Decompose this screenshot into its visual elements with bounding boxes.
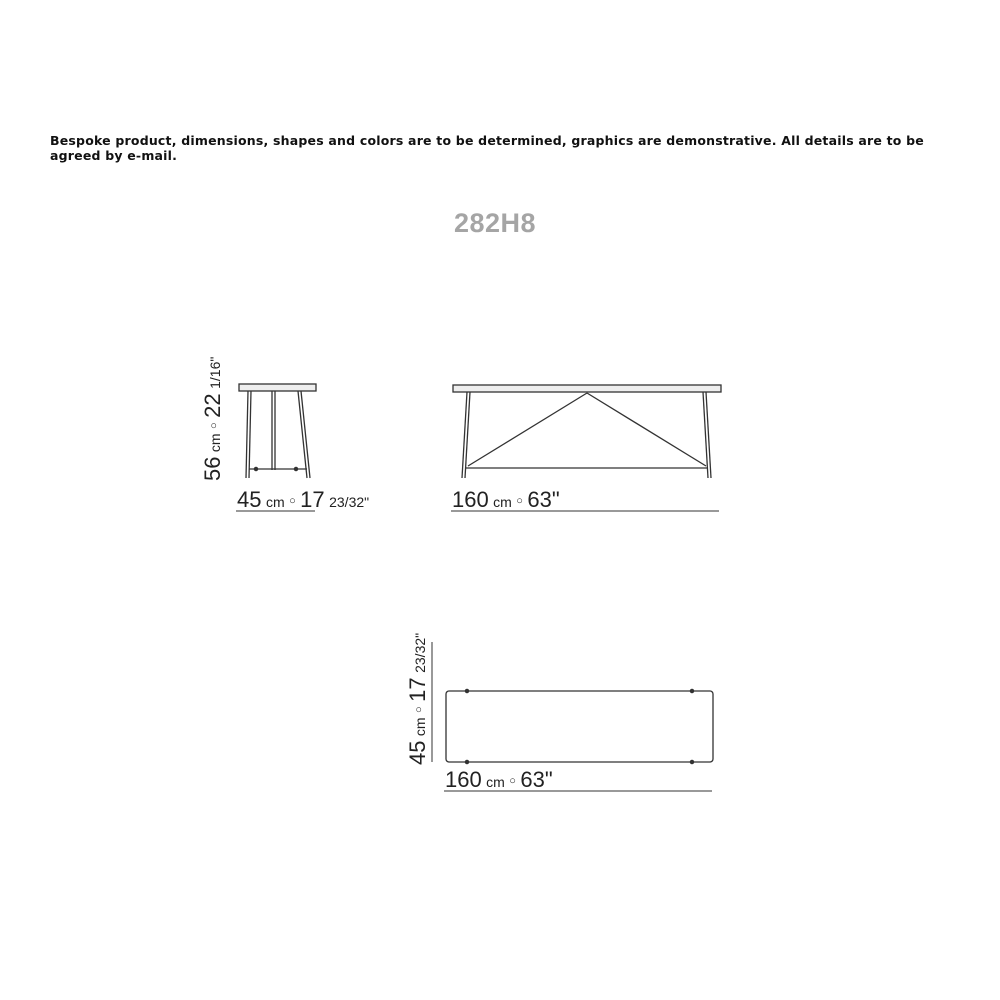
top-width-cm-unit: cm — [486, 774, 505, 790]
front-view-brace-right — [587, 393, 706, 466]
top-depth-cm-value: 45 — [405, 740, 430, 765]
front-view-top — [453, 385, 721, 392]
separator-icon: ○ — [509, 775, 516, 787]
side-view-top — [239, 384, 316, 391]
product-code: 282H8 — [453, 208, 537, 238]
top-view-leg — [690, 760, 693, 763]
side-depth-in-frac: 23/32" — [329, 494, 370, 510]
top-width-in: 63" — [520, 767, 553, 792]
separator-icon: ○ — [208, 422, 220, 429]
side-view-left-leg — [246, 391, 248, 478]
side-height-cm-unit: cm — [207, 433, 223, 453]
top-view-leg — [465, 689, 468, 692]
side-height-cm-value: 56 — [200, 456, 225, 481]
top-width-label — [445, 767, 553, 793]
side-depth-cm-unit: cm — [265, 494, 285, 510]
disclaimer-note: Bespoke product, dimensions, shapes and colors are to be determined, graphics are demonstrative. All details are to be agreed by e-mail. — [50, 133, 924, 163]
side-height-in-frac: 1/16" — [207, 356, 223, 389]
top-width-cm-value: 160 — [445, 767, 482, 792]
front-width-in: 63" — [527, 487, 560, 512]
side-depth-label — [237, 487, 369, 513]
front-width-cm-value: 160 — [452, 487, 489, 512]
top-view-leg — [690, 689, 693, 692]
separator-icon: ○ — [413, 706, 425, 713]
side-depth-cm-value: 45 — [237, 487, 262, 512]
top-depth-in-frac: 23/32" — [412, 632, 428, 673]
separator-icon: ○ — [289, 495, 296, 507]
top-view-leg — [465, 760, 468, 763]
top-depth-label — [405, 633, 431, 765]
separator-icon: ○ — [516, 495, 523, 507]
front-width-label — [452, 487, 560, 513]
side-height-label — [200, 357, 226, 481]
side-depth-in-whole: 17 — [300, 487, 325, 512]
front-view-brace-left — [468, 393, 587, 466]
top-depth-in-whole: 17 — [405, 677, 430, 702]
top-depth-cm-unit: cm — [412, 717, 428, 737]
side-height-in-whole: 22 — [200, 393, 225, 418]
top-view-tabletop — [446, 691, 713, 762]
front-width-cm-unit: cm — [493, 494, 512, 510]
